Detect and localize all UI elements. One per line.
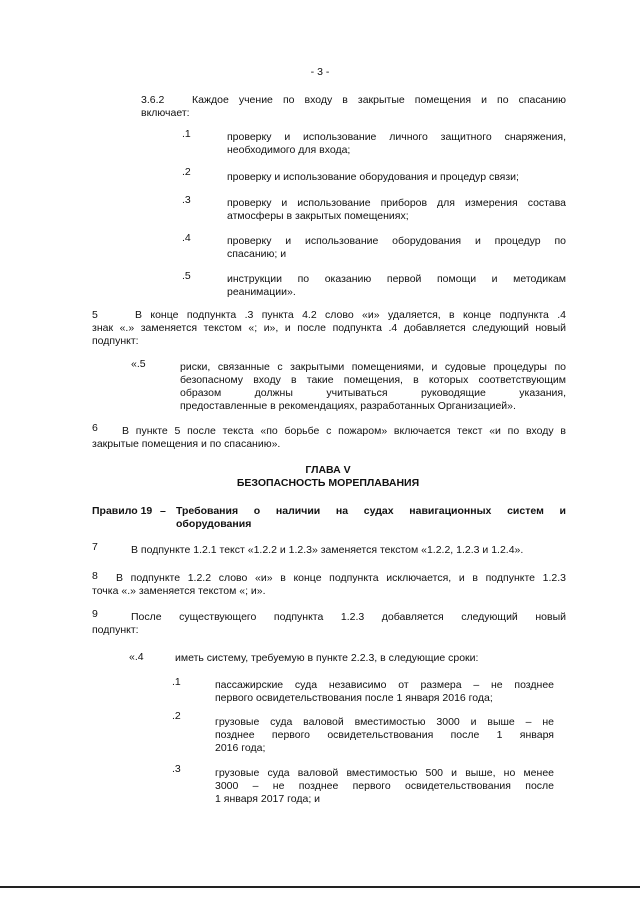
subparagraph-number: «.5 (131, 358, 146, 370)
paragraph-text-line: включает: (141, 107, 190, 119)
list-item-number: .1 (172, 676, 181, 688)
list-item-text: первого освидетельствования после 1 января 2016 года; (215, 692, 493, 704)
list-item-number: .2 (172, 710, 181, 722)
subparagraph-text: безопасному входу в такие помещения, в которых соответствующим (180, 374, 566, 386)
rule-label: Правило 19 (92, 505, 153, 517)
paragraph-text-line: закрытые помещения и по спасанию». (92, 438, 281, 450)
paragraph-number: 5 (92, 309, 98, 321)
list-item-text: 3000 – не позднее первого освидетельствования после (215, 780, 554, 792)
list-item-text: проверку и использование личного защитного снаряжения, (227, 131, 566, 143)
list-item-text: инструкции по оказанию первой помощи и методикам (227, 273, 566, 285)
list-item-number: .3 (172, 763, 181, 775)
list-item-text: проверку и использование приборов для измерения состава (227, 197, 566, 209)
paragraph-number: 8 (92, 570, 98, 582)
rule-title: оборудования (176, 518, 252, 530)
list-item-text: грузовые суда валовой вместимостью 3000 и выше – не (215, 716, 554, 728)
subparagraph-text: образом должны учитываться руководящие указания, (180, 387, 566, 399)
page-bottom-rule (0, 886, 640, 888)
list-item-text: проверку и использование оборудования и процедур по (227, 235, 566, 247)
subparagraph-text: предоставленные в рекомендациях, разработанных Организацией». (180, 400, 516, 412)
list-item-number: .4 (182, 232, 191, 244)
subparagraph-text: иметь систему, требуемую в пункте 2.2.3, в следующие сроки: (175, 652, 479, 664)
list-item-number: .1 (182, 128, 191, 140)
paragraph-number: 7 (92, 541, 98, 553)
paragraph-text-line: В конце подпункта .3 пункта 4.2 слово «и» удаляется, в конце подпункта .4 (135, 309, 566, 321)
subparagraph-number: «.4 (129, 651, 144, 663)
list-item-text: грузовые суда валовой вместимостью 500 и выше, но менее (215, 767, 554, 779)
list-item-number: .3 (182, 194, 191, 206)
subparagraph-text: риски, связанные с закрытыми помещениями, и судовые процедуры по (180, 361, 566, 373)
list-item-number: .2 (182, 166, 191, 178)
paragraph-text-line: точка «.» заменяется текстом «; и». (92, 585, 266, 597)
paragraph-text-line: Каждое учение по входу в закрытые помещения и по спасанию (192, 94, 566, 106)
paragraph-text-line: подпункт: (92, 335, 139, 347)
paragraph-number: 6 (92, 422, 98, 434)
list-item-text: атмосферы в закрытых помещениях; (227, 210, 409, 222)
paragraph-text-line: подпункт: (92, 624, 139, 636)
rule-title: Требования о наличии на судах навигационных систем и (176, 505, 566, 517)
paragraph-text-line: После существующего подпункта 1.2.3 добавляется следующий новый (131, 611, 566, 623)
list-item-text: необходимого для входа; (227, 144, 351, 156)
paragraph-number: 9 (92, 608, 98, 620)
paragraph-text-line: В подпункте 1.2.2 слово «и» в конце подпункта исключается, и в подпункте 1.2.3 (116, 572, 566, 584)
paragraph-text-line: В подпункте 1.2.1 текст «1.2.2 и 1.2.3» заменяется текстом «1.2.2, 1.2.3 и 1.2.4». (131, 544, 524, 556)
paragraph-text-line: знак «.» заменяется текстом «; и», и после подпункта .4 добавляется следующий новый (92, 322, 566, 334)
list-item-text: 2016 года; (215, 742, 266, 754)
list-item-text: реанимации». (227, 286, 296, 298)
list-item-number: .5 (182, 270, 191, 282)
paragraph-number: 3.6.2 (141, 94, 165, 106)
list-item-text: проверку и использование оборудования и процедур связи; (227, 171, 519, 183)
page-number: - 3 - (310, 66, 330, 78)
chapter-title: ГЛАВА V (305, 464, 351, 476)
chapter-subtitle: БЕЗОПАСНОСТЬ МОРЕПЛАВАНИЯ (236, 477, 420, 489)
list-item-text: спасанию; и (227, 248, 287, 260)
rule-dash: – (160, 505, 166, 517)
list-item-text: 1 января 2017 года; и (215, 793, 321, 805)
list-item-text: позднее первого освидетельствования после 1 января (215, 729, 554, 741)
list-item-text: пассажирские суда независимо от размера – не позднее (215, 679, 554, 691)
paragraph-text-line: В пункте 5 после текста «по борьбе с пожаром» включается текст «и по входу в (122, 425, 566, 437)
